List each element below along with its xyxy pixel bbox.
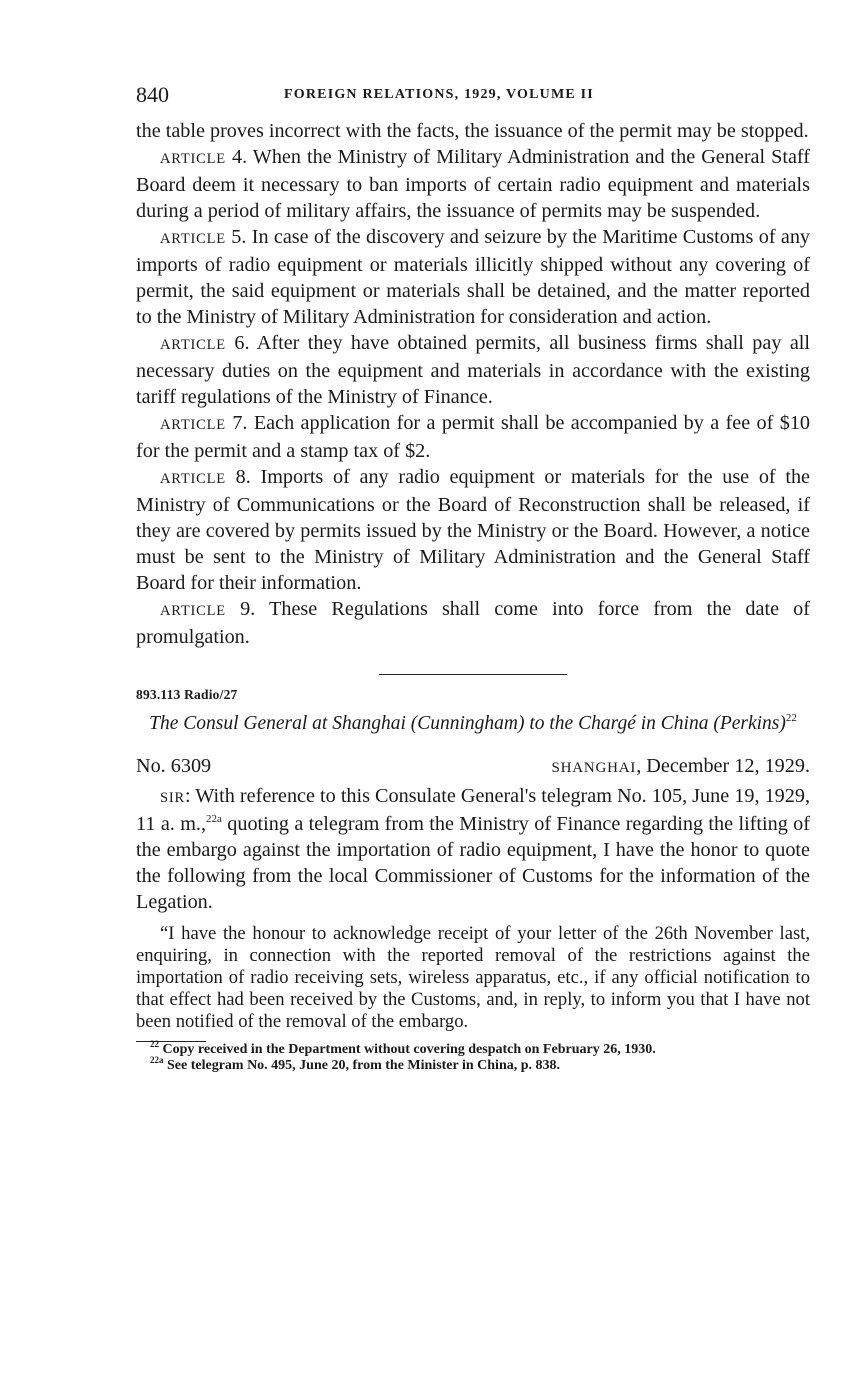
article-number: 5. <box>225 226 247 248</box>
letter-paragraph <box>136 783 810 915</box>
footnote <box>136 1039 810 1058</box>
continuation-paragraph: the table proves incorrect with the facts, the issuance of the permit may be stopped. <box>136 120 809 142</box>
footnote-ref: 22a <box>206 813 222 825</box>
despatch-number: No. 6309 <box>136 755 212 777</box>
place-name: SHANGHAI <box>551 760 637 776</box>
page-number: 840 <box>136 82 169 107</box>
article-text: After they have obtained permits, all business firms shall pay all necessary duties on the equipment and materials in accordance with the existing tariff regulations of the Ministry of Finance. <box>136 332 810 408</box>
article-number: 8. <box>225 466 251 488</box>
article-label: ARTICLE <box>160 231 226 247</box>
article-text: When the Ministry of Military Administration and the General Staff Board deem it necessary to ban imports of certain radio equipment and materials during a period of military affairs, the issuance of permits may be suspended. <box>136 146 811 222</box>
letter-body <box>136 783 810 915</box>
article-text: Imports of any radio equipment or materials for the use of the Ministry of Communications or the Board of Reconstruction shall be released, if they are covered by permits issued by the Ministry or the Board. However, a notice must be sent to the Ministry of Military Administration and the General Staff Board for their information. <box>136 466 811 594</box>
despatch-date: , December 12, 1929. <box>636 755 810 777</box>
article-paragraph <box>136 224 810 330</box>
quoted-letter <box>136 923 810 1033</box>
article-paragraph <box>136 144 810 224</box>
article-text: In case of the discovery and seizure by the Maritime Customs of any imports of radio equipment or materials illicitly shipped without any covering of permit, the said equipment or materials shall be detained, and the matter reported to the Ministry of Military Administration for consideration and action. <box>136 226 811 328</box>
dateline <box>136 755 810 783</box>
running-head: FOREIGN RELATIONS, 1929, VOLUME II <box>284 87 594 102</box>
footnote-text: Copy received in the Department without covering despatch on February 26, 1930. <box>159 1042 656 1057</box>
quotation-paragraph: “I have the honour to acknowledge receipt of your letter of the 26th November last, enquiring, in connection with the reported removal of the restrictions against the importation of radio receiving sets, wireless apparatus, etc., if any official notification to that effect had been received by the Customs, and, in reply, to inform you that I have not been notified of the removal of the embargo. <box>136 923 810 1032</box>
letter-text-start: : With reference to this Consulate General's telegram No. 105, June 19, 1929, 11 a. m., <box>136 785 810 835</box>
article-text: These Regulations shall come into force from the date of promulgation. <box>136 598 811 648</box>
article-number: 6. <box>225 332 250 354</box>
article-label: ARTICLE <box>160 471 226 487</box>
article-number: 7. <box>225 412 248 434</box>
article-label: ARTICLE <box>160 337 226 353</box>
document-title-text: The Consul General at Shanghai (Cunningham) to the Chargé in China (Perkins) <box>149 713 786 734</box>
letter-text-end: quoting a telegram from the Ministry of Finance regarding the lifting of the embargo against the importation of radio equipment, I have the honor to quote the following from the local Commissioner of Customs for the information of the Legation. <box>136 813 810 913</box>
article-paragraph <box>136 410 810 464</box>
document-page <box>136 82 810 1074</box>
article-label: ARTICLE <box>160 151 226 167</box>
page-header <box>136 82 810 118</box>
footnote-marker: 22 <box>150 1039 159 1049</box>
footnote-text: See telegram No. 495, June 20, from the Minister in China, p. 838. <box>163 1058 561 1073</box>
footnote <box>136 1055 810 1074</box>
salutation: SIR <box>160 790 185 806</box>
article-paragraph <box>136 464 810 596</box>
footnotes <box>136 1039 810 1074</box>
article-label: ARTICLE <box>160 417 226 433</box>
article-number: 4. <box>225 146 248 168</box>
footnote-ref: 22 <box>785 712 797 724</box>
article-text: Each application for a permit shall be accompanied by a fee of $10 for the permit and a stamp tax of $2. <box>136 412 811 462</box>
article-paragraph <box>136 330 810 410</box>
footnote-marker: 22a <box>150 1055 164 1065</box>
regulations-text <box>136 118 810 650</box>
article-label: ARTICLE <box>160 603 226 619</box>
place-and-date <box>551 755 810 778</box>
file-reference: 893.113 Radio/27 <box>136 687 238 702</box>
section-divider <box>379 674 567 675</box>
document-title <box>136 711 810 737</box>
article-paragraph <box>136 596 810 650</box>
article-number: 9. <box>225 598 256 620</box>
